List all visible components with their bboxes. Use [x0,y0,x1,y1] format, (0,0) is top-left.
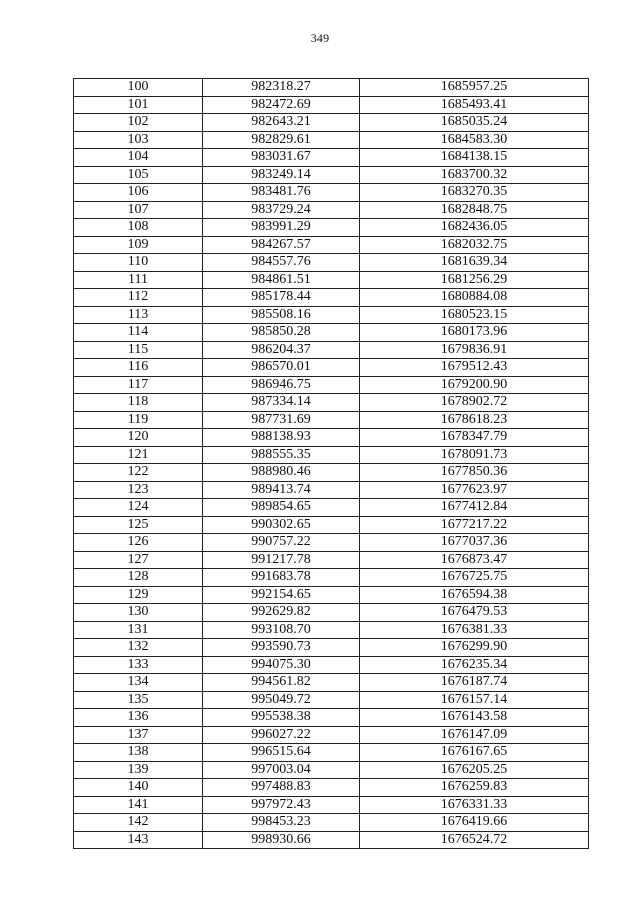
x-coordinate-cell: 982829.61 [203,131,360,149]
y-coordinate-cell: 1684583.30 [360,131,589,149]
y-coordinate-cell: 1685957.25 [360,79,589,97]
point-number-cell: 117 [74,376,203,394]
x-coordinate-cell: 986204.37 [203,341,360,359]
x-coordinate-cell: 984267.57 [203,236,360,254]
table-row [74,779,589,797]
point-number-cell: 128 [74,569,203,587]
table-row [74,586,589,604]
table-row [74,324,589,342]
y-coordinate-cell: 1682848.75 [360,201,589,219]
y-coordinate-cell: 1677623.97 [360,481,589,499]
table-row [74,656,589,674]
point-number-cell: 119 [74,411,203,429]
y-coordinate-cell: 1676419.66 [360,814,589,832]
table-row [74,411,589,429]
table-row [74,464,589,482]
point-number-cell: 142 [74,814,203,832]
x-coordinate-cell: 989413.74 [203,481,360,499]
point-number-cell: 132 [74,639,203,657]
x-coordinate-cell: 990757.22 [203,534,360,552]
table-row [74,271,589,289]
point-number-cell: 124 [74,499,203,517]
y-coordinate-cell: 1681639.34 [360,254,589,272]
point-number-cell: 114 [74,324,203,342]
x-coordinate-cell: 992154.65 [203,586,360,604]
x-coordinate-cell: 985178.44 [203,289,360,307]
x-coordinate-cell: 985850.28 [203,324,360,342]
table-row [74,96,589,114]
table-row [74,744,589,762]
point-number-cell: 125 [74,516,203,534]
table-row [74,726,589,744]
y-coordinate-cell: 1677850.36 [360,464,589,482]
x-coordinate-cell: 993590.73 [203,639,360,657]
point-number-cell: 116 [74,359,203,377]
x-coordinate-cell: 995538.38 [203,709,360,727]
x-coordinate-cell: 991683.78 [203,569,360,587]
table-row [74,639,589,657]
point-number-cell: 129 [74,586,203,604]
x-coordinate-cell: 997488.83 [203,779,360,797]
table-row [74,761,589,779]
point-number-cell: 118 [74,394,203,412]
x-coordinate-cell: 982643.21 [203,114,360,132]
point-number-cell: 110 [74,254,203,272]
y-coordinate-cell: 1682032.75 [360,236,589,254]
table-row [74,166,589,184]
table-row [74,306,589,324]
x-coordinate-cell: 983481.76 [203,184,360,202]
y-coordinate-cell: 1681256.29 [360,271,589,289]
y-coordinate-cell: 1683700.32 [360,166,589,184]
x-coordinate-cell: 986570.01 [203,359,360,377]
table-row [74,674,589,692]
y-coordinate-cell: 1677412.84 [360,499,589,517]
point-number-cell: 133 [74,656,203,674]
y-coordinate-cell: 1679512.43 [360,359,589,377]
y-coordinate-cell: 1676331.33 [360,796,589,814]
y-coordinate-cell: 1678618.23 [360,411,589,429]
x-coordinate-cell: 998453.23 [203,814,360,832]
y-coordinate-cell: 1676725.75 [360,569,589,587]
x-coordinate-cell: 984861.51 [203,271,360,289]
table-row [74,149,589,167]
x-coordinate-cell: 993108.70 [203,621,360,639]
point-number-cell: 113 [74,306,203,324]
point-number-cell: 130 [74,604,203,622]
table-row [74,709,589,727]
table-row [74,254,589,272]
x-coordinate-cell: 988555.35 [203,446,360,464]
point-number-cell: 143 [74,831,203,849]
y-coordinate-cell: 1676235.34 [360,656,589,674]
y-coordinate-cell: 1676479.53 [360,604,589,622]
y-coordinate-cell: 1678347.79 [360,429,589,447]
table-row [74,289,589,307]
point-number-cell: 137 [74,726,203,744]
y-coordinate-cell: 1676873.47 [360,551,589,569]
y-coordinate-cell: 1677217.22 [360,516,589,534]
x-coordinate-cell: 997972.43 [203,796,360,814]
x-coordinate-cell: 983031.67 [203,149,360,167]
x-coordinate-cell: 985508.16 [203,306,360,324]
table-row [74,796,589,814]
point-number-cell: 126 [74,534,203,552]
y-coordinate-cell: 1676157.14 [360,691,589,709]
y-coordinate-cell: 1685493.41 [360,96,589,114]
x-coordinate-cell: 989854.65 [203,499,360,517]
table-row [74,376,589,394]
table-row [74,429,589,447]
table-row [74,219,589,237]
x-coordinate-cell: 988138.93 [203,429,360,447]
x-coordinate-cell: 994075.30 [203,656,360,674]
x-coordinate-cell: 984557.76 [203,254,360,272]
table-body [74,79,589,849]
point-number-cell: 105 [74,166,203,184]
point-number-cell: 102 [74,114,203,132]
table-row [74,341,589,359]
x-coordinate-cell: 983729.24 [203,201,360,219]
y-coordinate-cell: 1676147.09 [360,726,589,744]
x-coordinate-cell: 997003.04 [203,761,360,779]
y-coordinate-cell: 1676381.33 [360,621,589,639]
y-coordinate-cell: 1682436.05 [360,219,589,237]
y-coordinate-cell: 1676299.90 [360,639,589,657]
point-number-cell: 111 [74,271,203,289]
point-number-cell: 107 [74,201,203,219]
table-row [74,534,589,552]
y-coordinate-cell: 1680523.15 [360,306,589,324]
y-coordinate-cell: 1685035.24 [360,114,589,132]
coordinate-table [73,78,589,849]
x-coordinate-cell: 994561.82 [203,674,360,692]
x-coordinate-cell: 992629.82 [203,604,360,622]
point-number-cell: 136 [74,709,203,727]
x-coordinate-cell: 986946.75 [203,376,360,394]
point-number-cell: 140 [74,779,203,797]
x-coordinate-cell: 982472.69 [203,96,360,114]
point-number-cell: 103 [74,131,203,149]
point-number-cell: 141 [74,796,203,814]
point-number-cell: 104 [74,149,203,167]
table-row [74,481,589,499]
y-coordinate-cell: 1680173.96 [360,324,589,342]
table-row [74,394,589,412]
y-coordinate-cell: 1680884.08 [360,289,589,307]
page-number: 349 [310,31,330,45]
table-row [74,604,589,622]
y-coordinate-cell: 1676187.74 [360,674,589,692]
table-row [74,446,589,464]
y-coordinate-cell: 1684138.15 [360,149,589,167]
point-number-cell: 134 [74,674,203,692]
table-row [74,516,589,534]
x-coordinate-cell: 995049.72 [203,691,360,709]
point-number-cell: 112 [74,289,203,307]
x-coordinate-cell: 991217.78 [203,551,360,569]
table-row [74,114,589,132]
table-row [74,79,589,97]
table-row [74,359,589,377]
table-row [74,236,589,254]
x-coordinate-cell: 990302.65 [203,516,360,534]
point-number-cell: 109 [74,236,203,254]
point-number-cell: 127 [74,551,203,569]
table-row [74,691,589,709]
x-coordinate-cell: 987334.14 [203,394,360,412]
table-row [74,201,589,219]
point-number-cell: 115 [74,341,203,359]
point-number-cell: 131 [74,621,203,639]
point-number-cell: 123 [74,481,203,499]
point-number-cell: 101 [74,96,203,114]
table-row [74,184,589,202]
table-row [74,621,589,639]
x-coordinate-cell: 996515.64 [203,744,360,762]
y-coordinate-cell: 1678091.73 [360,446,589,464]
table-row [74,131,589,149]
x-coordinate-cell: 998930.66 [203,831,360,849]
y-coordinate-cell: 1676205.25 [360,761,589,779]
y-coordinate-cell: 1678902.72 [360,394,589,412]
point-number-cell: 138 [74,744,203,762]
x-coordinate-cell: 987731.69 [203,411,360,429]
point-number-cell: 135 [74,691,203,709]
x-coordinate-cell: 983991.29 [203,219,360,237]
y-coordinate-cell: 1679836.91 [360,341,589,359]
table-row [74,569,589,587]
y-coordinate-cell: 1679200.90 [360,376,589,394]
point-number-cell: 108 [74,219,203,237]
y-coordinate-cell: 1676524.72 [360,831,589,849]
point-number-cell: 139 [74,761,203,779]
table-row [74,551,589,569]
x-coordinate-cell: 996027.22 [203,726,360,744]
y-coordinate-cell: 1676143.58 [360,709,589,727]
y-coordinate-cell: 1676259.83 [360,779,589,797]
point-number-cell: 121 [74,446,203,464]
x-coordinate-cell: 982318.27 [203,79,360,97]
y-coordinate-cell: 1676167.65 [360,744,589,762]
x-coordinate-cell: 983249.14 [203,166,360,184]
x-coordinate-cell: 988980.46 [203,464,360,482]
point-number-cell: 106 [74,184,203,202]
y-coordinate-cell: 1683270.35 [360,184,589,202]
table-row [74,814,589,832]
y-coordinate-cell: 1677037.36 [360,534,589,552]
point-number-cell: 100 [74,79,203,97]
point-number-cell: 120 [74,429,203,447]
table-row [74,499,589,517]
y-coordinate-cell: 1676594.38 [360,586,589,604]
point-number-cell: 122 [74,464,203,482]
table-row [74,831,589,849]
